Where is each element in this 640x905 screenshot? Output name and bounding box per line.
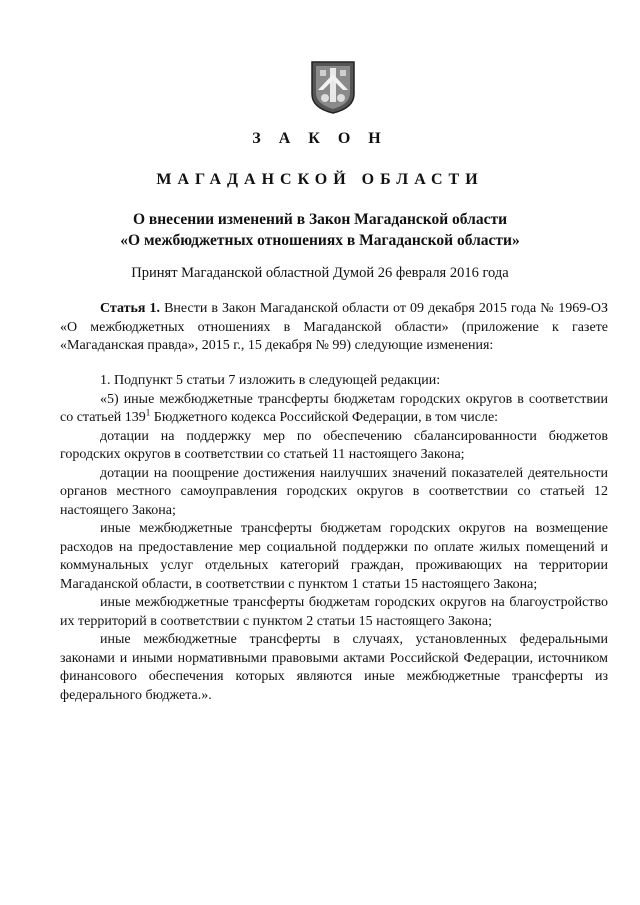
- coat-of-arms-icon: [308, 60, 358, 114]
- change-paragraph-housing-transfers: иные межбюджетные трансферты бюджетам городских округов на возмещение расходов на предоставление мер социальной поддержки по оплате жилых помещений и коммунальных услуг отдельных категорий граждан, проживающих на территории Магаданской области, в соответствии с пунктом 1 статьи 15 настоящего Закона;: [60, 521, 608, 592]
- subtitle-line-1: О внесении изменений в Закон Магаданской области: [132, 211, 508, 228]
- change-paragraph-federal-transfers: иные межбюджетные трансферты в случаях, установленных федеральными законами и иными нормативными правовыми актами Российской Федерации, источником финансового обеспечения которых являются иные межбюджетные трансферты из федерального бюджета.».: [60, 632, 608, 703]
- article-1-paragraph: [60, 300, 608, 356]
- law-subtitle: [0, 209, 640, 251]
- superscript: 1: [145, 407, 151, 418]
- change-item-1: 1. Подпункт 5 статьи 7 изложить в следующей редакции:: [100, 373, 441, 388]
- region-title: МАГАДАНСКОЙ ОБЛАСТИ: [156, 171, 484, 188]
- article-1-text: Внести в Закон Магаданской области от 09 декабря 2015 года № 1969-ОЗ «О межбюджетных отношениях в Магаданской области» (приложение к газете «Магаданская правда», 2015 г., 15 декабря № 99) следующие изменения:: [60, 301, 609, 353]
- changes-list: [60, 372, 608, 705]
- article-1: [60, 300, 608, 356]
- subtitle-line-2: «О межбюджетных отношениях в Магаданской области»: [120, 232, 520, 249]
- change-paragraph-5: [60, 391, 608, 428]
- change-paragraph-improvement-transfers: иные межбюджетные трансферты бюджетам городских округов на благоустройство их территорий в соответствии с пунктом 2 статьи 15 настоящего Закона;: [60, 595, 608, 629]
- document-type-title: З А К О Н: [252, 130, 388, 147]
- change-paragraph-subsidies-balance: дотации на поддержку мер по обеспечению сбалансированности бюджетов городских округов в соответствии со статьей 11 настоящего Закона;: [60, 428, 608, 462]
- change-paragraph-subsidies-incentive: дотации на поощрение достижения наилучших значений показателей деятельности органов местного самоуправления городских округов в соответствии со статьей 12 настоящего Закона;: [60, 465, 608, 518]
- paragraph-5-text-start: «5) иные межбюджетные трансферты бюджетам городских округов в соответствии со статьей 139: [60, 391, 608, 425]
- adoption-line: Принят Магаданской областной Думой 26 февраля 2016 года: [131, 265, 509, 281]
- article-label: Статья 1.: [100, 301, 161, 316]
- paragraph-5-text-end: Бюджетного кодекса Российской Федерации, в том числе:: [150, 410, 499, 425]
